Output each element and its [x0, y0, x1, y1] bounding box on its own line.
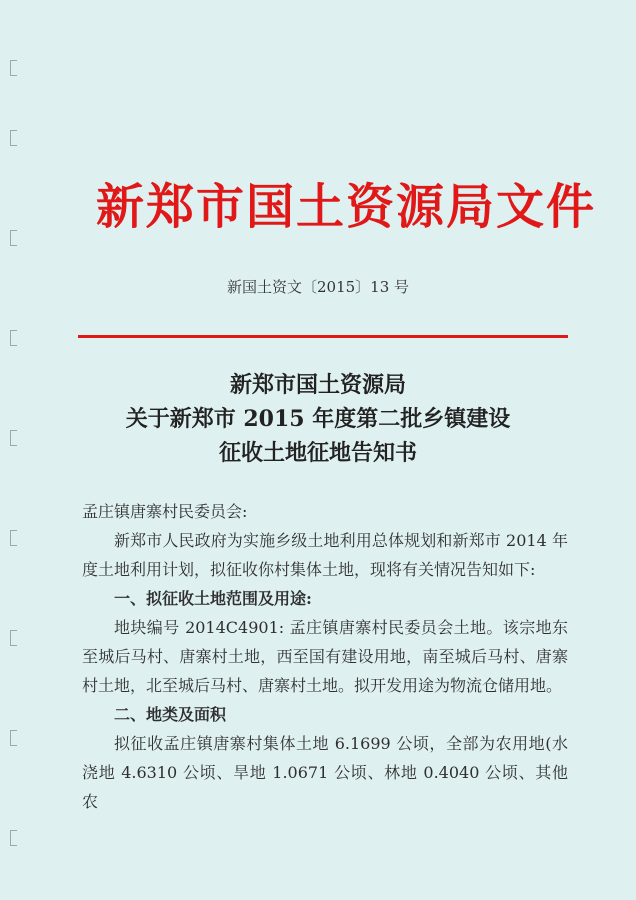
section-2-heading: 二、地类及面积 [114, 705, 227, 724]
section-2-paragraph: 拟征收孟庄镇唐寨村集体土地 6.1699 公顷，全部为农用地(水浇地 4.6310 公顷、旱地 1.0671 公顷、林地 0.4040 公顷、其他农 [82, 734, 568, 811]
title-line-1: 新郑市国土资源局 [229, 372, 406, 398]
recipient-line: 孟庄镇唐寨村民委员会: [82, 502, 248, 521]
section-1-paragraph: 地块编号 2014C4901: 孟庄镇唐寨村民委员会土地。该宗地东至城后马村、唐寨村土地，西至国有建设用地，南至城后马村、唐寨村土地，北至城后马村、唐寨村土地。拟开发用途为物流仓储用地。 [82, 618, 568, 695]
section-1-heading: 一、拟征收土地范围及用途: [114, 589, 312, 608]
binding-margin-marks [10, 60, 20, 880]
red-separator-line [78, 335, 568, 338]
document-title [0, 368, 636, 470]
document-body [82, 497, 568, 816]
document-number: 新国土资文〔2015〕13 号 [226, 278, 410, 296]
intro-paragraph: 新郑市人民政府为实施乡级土地利用总体规划和新郑市 2014 年度土地利用计划，拟征收你村集体土地，现将有关情况告知如下: [82, 531, 568, 579]
agency-header-title: 新郑市国土资源局文件 [96, 179, 597, 235]
title-line-2: 关于新郑市 2015 年度第二批乡镇建设 [125, 406, 511, 432]
title-line-3: 征收土地征地告知书 [218, 440, 417, 466]
